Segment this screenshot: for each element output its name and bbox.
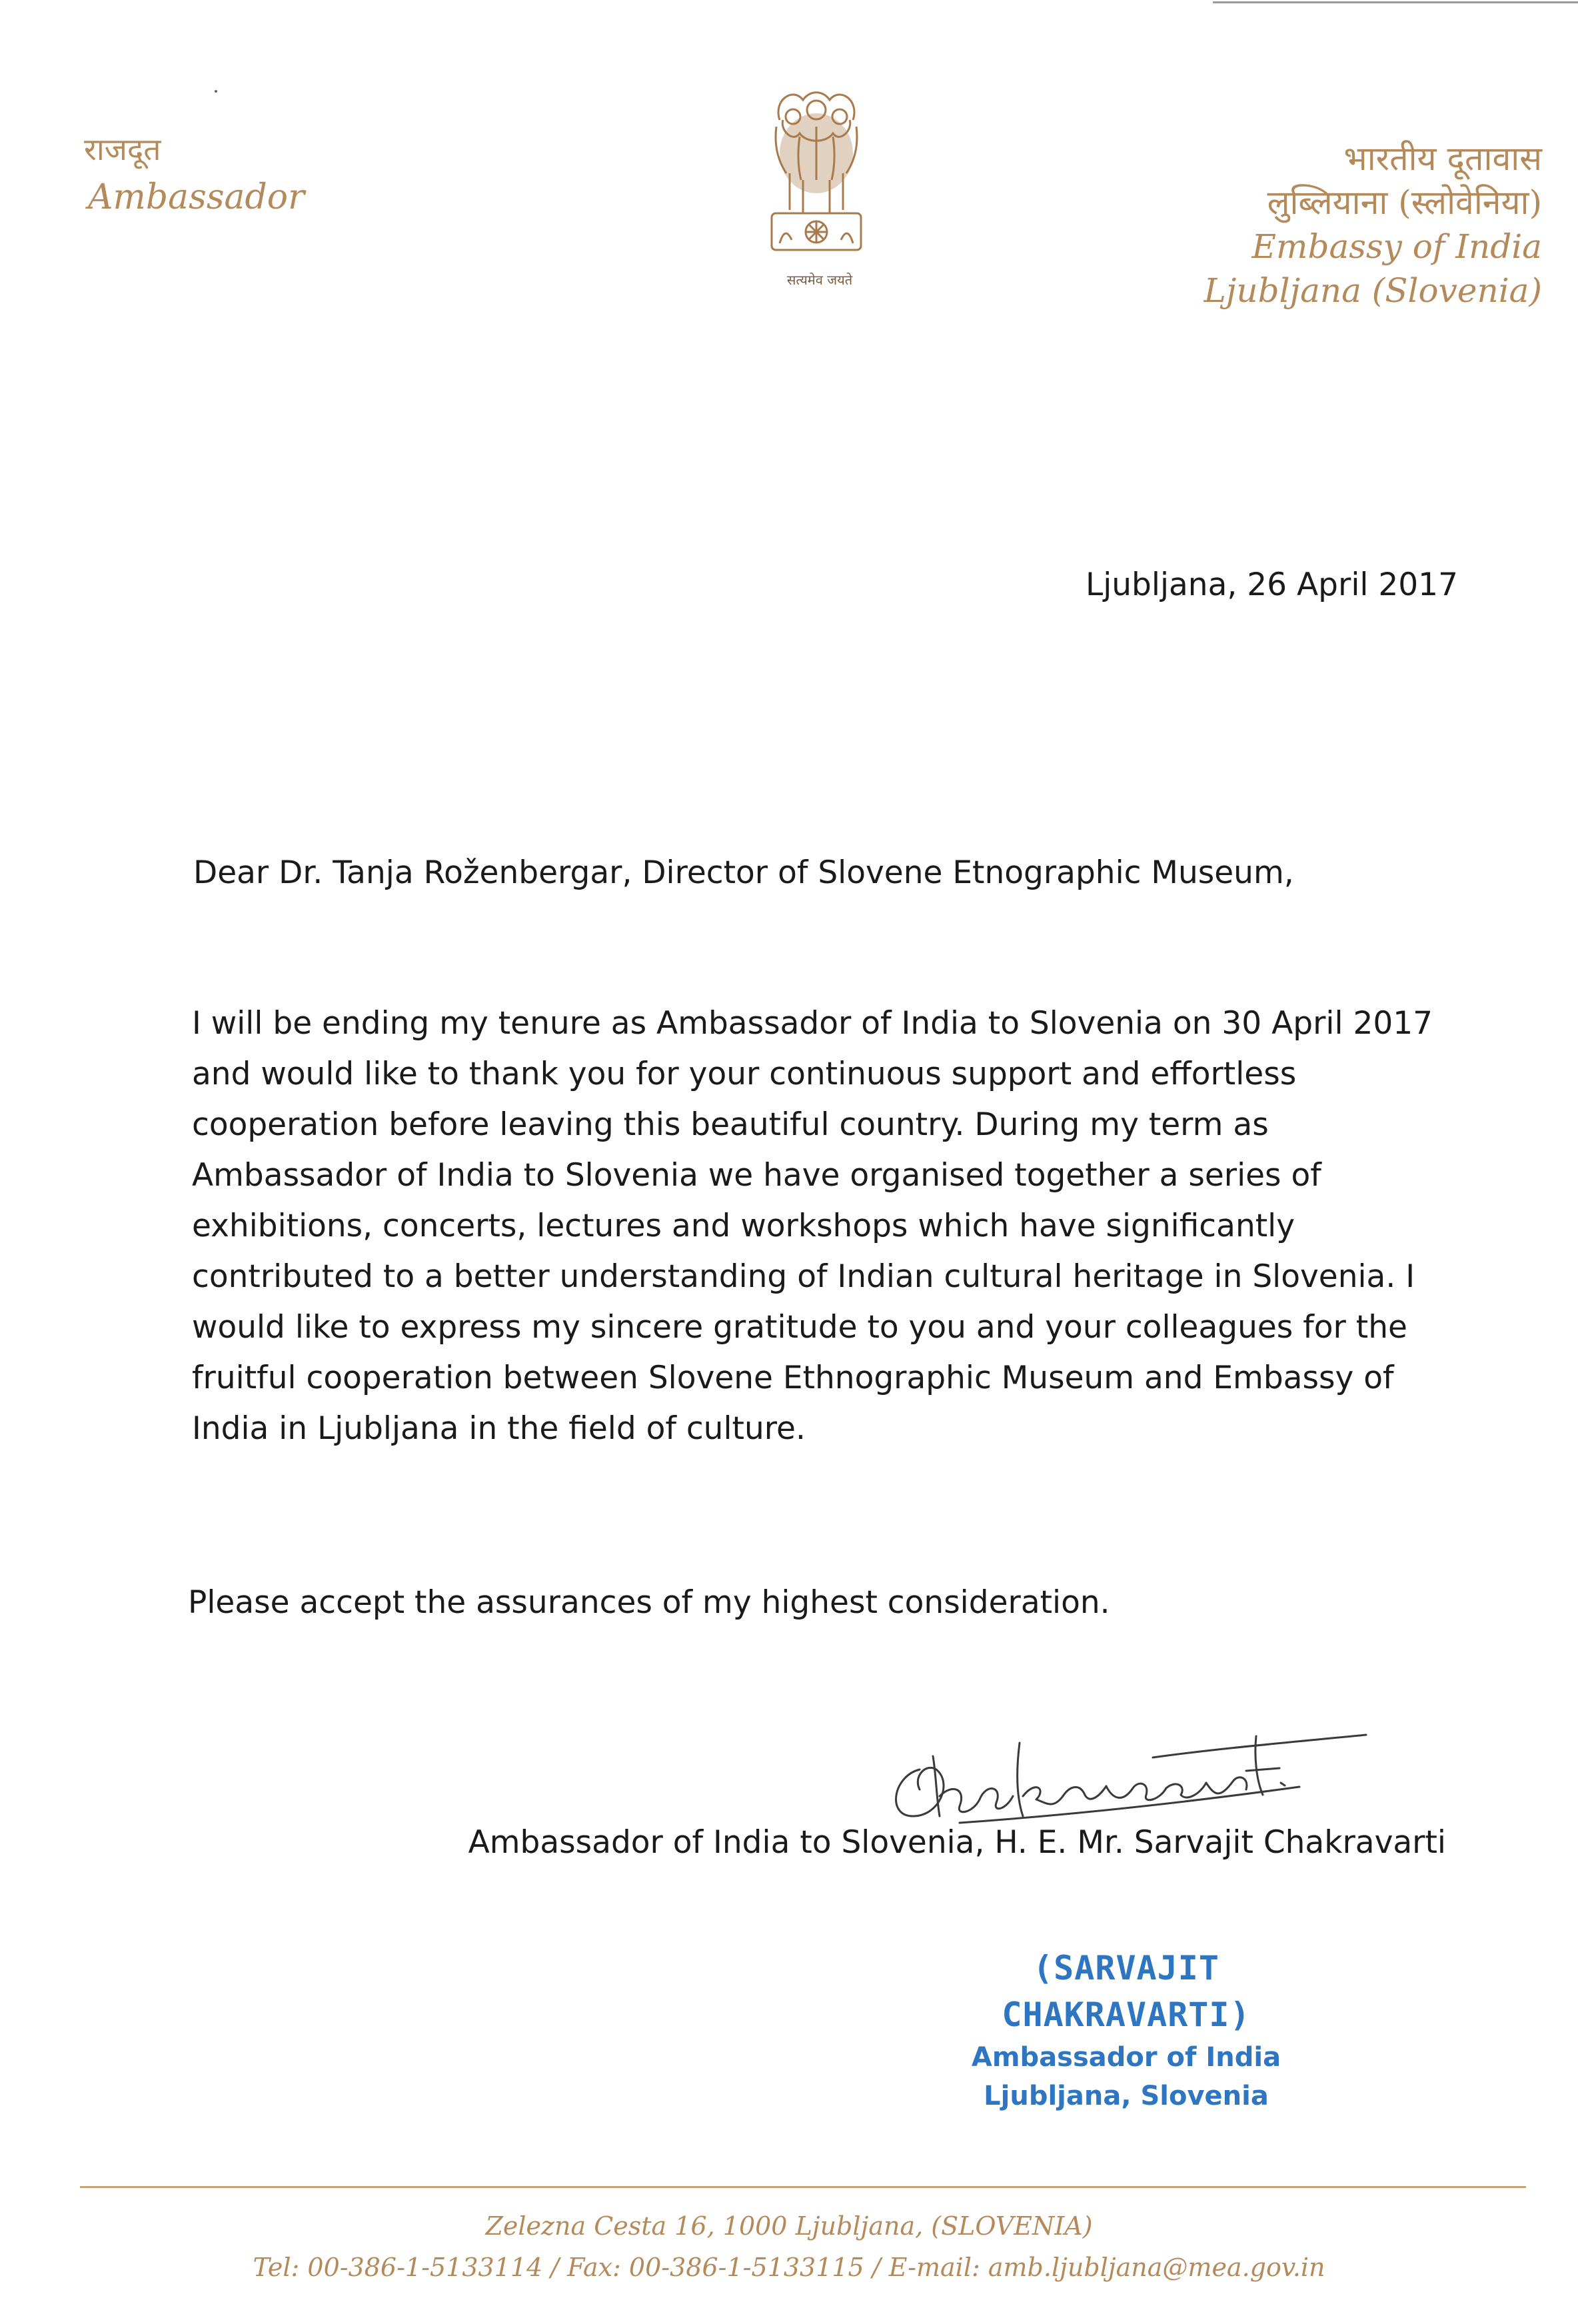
official-stamp	[900, 1945, 1353, 2115]
footer-divider	[80, 2186, 1526, 2188]
scan-speck	[215, 90, 217, 93]
footer-address: Zelezna Cesta 16, 1000 Ljubljana, (SLOVENIA)	[485, 2211, 1093, 2241]
top-edge-line	[1213, 1, 1578, 3]
signature-caption: Ambassador of India to Slovenia, H. E. Mr. Sarvajit Chakravarti	[468, 1824, 1446, 1861]
embassy-hindi-line2: लुब्लियाना (स्लोवेनिया)	[1267, 183, 1542, 222]
paragraph-line: and would like to thank you for your continuous support and effortless	[192, 1056, 1297, 1092]
embassy-english-line2: Ljubljana (Slovenia)	[1203, 271, 1542, 310]
embassy-english-line1: Embassy of India	[1251, 227, 1542, 266]
paragraph-line: exhibitions, concerts, lectures and workshops which have significantly	[192, 1208, 1295, 1244]
title-english: Ambassador	[88, 177, 305, 217]
paragraph-line: would like to express my sincere gratitude to you and your colleagues for the	[192, 1309, 1407, 1346]
stamp-title: Ambassador of India	[971, 2042, 1281, 2073]
paragraph-line: contributed to a better understanding of Indian cultural heritage in Slovenia. I	[192, 1258, 1415, 1295]
national-emblem-icon	[753, 80, 880, 287]
paragraph-line: Ambassador of India to Slovenia we have organised together a series of	[192, 1157, 1321, 1194]
title-hindi: राजदूत	[84, 131, 161, 167]
letter-paragraph	[192, 998, 1458, 1454]
stamp-location: Ljubljana, Slovenia	[984, 2081, 1269, 2111]
letterhead-right	[1204, 137, 1542, 313]
footer-contact: Tel: 00-386-1-5133114 / Fax: 00-386-1-5133115 / E-mail: amb.ljubljana@mea.gov.in	[253, 2253, 1325, 2282]
emblem-motto: सत्यमेव जयते	[786, 272, 853, 288]
handwritten-signature	[873, 1716, 1393, 1829]
stamp-name: (SARVAJIT CHAKRAVARTI)	[1002, 1949, 1251, 2034]
salutation: Dear Dr. Tanja Roženbergar, Director of Slovene Etnographic Museum,	[193, 854, 1294, 891]
paragraph-line: fruitful cooperation between Slovene Ethnographic Museum and Embassy of	[192, 1360, 1394, 1396]
paragraph-line: I will be ending my tenure as Ambassador of India to Slovenia on 30 April 2017	[192, 1005, 1433, 1042]
closing-line: Please accept the assurances of my highest consideration.	[188, 1584, 1110, 1621]
paragraph-line: cooperation before leaving this beautiful country. During my term as	[192, 1106, 1269, 1143]
embassy-hindi-line1: भारतीय दूतावास	[1343, 139, 1542, 178]
letterhead-left	[84, 125, 305, 221]
letter-date: Ljubljana, 26 April 2017	[1086, 567, 1458, 603]
paragraph-line: India in Ljubljana in the field of culture.	[192, 1410, 806, 1447]
